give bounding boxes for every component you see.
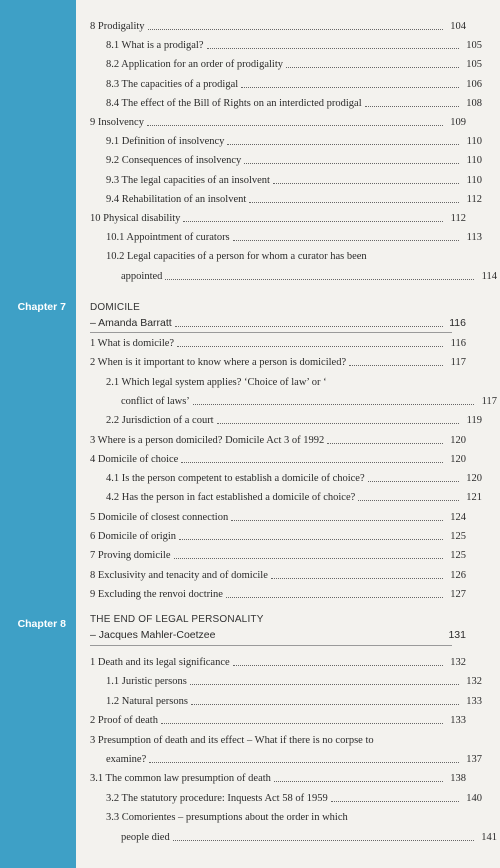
toc-entry [76,708,466,727]
toc-entry-page: 105 [466,59,482,71]
toc-entry-title: 9.3 The legal capacities of an insolvent [106,174,270,186]
toc-entry-page: 140 [466,792,482,804]
toc-entry-title: 10 Physical disability [90,213,181,224]
toc-entry [76,206,466,225]
toc-entry [76,766,466,785]
dot-leader [161,723,443,724]
toc-entry-page: 110 [466,155,482,167]
dot-leader [148,29,443,30]
toc-entry [76,505,466,524]
toc-entry-title: 9.4 Rehabilitation of an insolvent [106,193,247,205]
toc-entry-page: 120 [450,434,466,446]
toc-entry-title: 8.2 Application for an order of prodigality [106,59,283,71]
toc-entry [76,524,466,543]
dot-leader [241,87,459,88]
toc-entry-title: 3 Where is a person domiciled? Domicile Act 3 of 1992 [90,434,325,446]
toc-entry [76,244,482,263]
toc-entry-title: 8 Exclusivity and tenacity and of domicile [90,569,268,581]
toc-entry-page: 138 [450,773,466,785]
toc-entry [76,14,466,33]
toc-entry [76,747,482,766]
toc-entry [76,225,482,244]
chapter-sidebar [0,0,76,868]
dot-leader [286,67,459,68]
dot-leader [183,221,443,222]
toc-entry-title: 9 Excluding the renvoi doctrine [90,588,223,600]
dot-leader [173,840,474,841]
toc-entry [76,447,466,466]
toc-entry [76,129,482,148]
toc-entry-title: 3.3 Comorientes – presumptions about the order in which [106,812,348,824]
chapter-8-title: THE END OF LEGAL PERSONALITY [90,614,264,625]
dot-leader [233,240,459,241]
toc-entry [76,264,497,283]
dot-leader [273,183,459,184]
toc-entry-title: people died [121,831,170,843]
toc-entry [76,187,482,206]
toc-entry [76,33,482,52]
toc-entry-title: 3.1 The common law presumption of death [90,773,271,785]
toc-entry-page: 125 [450,531,466,542]
toc-entry-page: 116 [450,338,466,349]
dot-leader [233,665,443,666]
toc-entry-page: 113 [466,232,482,244]
toc-entry [76,91,482,110]
toc-entry-page: 108 [466,97,482,109]
toc-entry-page: 127 [450,588,466,600]
toc-entry [76,370,482,389]
toc-entry-title: 3.2 The statutory procedure: Inquests Act 58 of 1959 [106,792,328,804]
toc-entry-page: 117 [481,395,497,407]
dot-leader [165,279,474,280]
toc-entry [76,563,466,582]
toc-entry-page: 106 [466,78,482,90]
dot-leader [193,404,474,405]
dot-leader [226,597,443,598]
toc-entry [76,466,482,485]
toc-entry [76,689,482,708]
chapter-8-divider [90,645,452,646]
toc-entry-page: 141 [481,831,497,843]
dot-leader [147,125,443,126]
toc-entry-page: 120 [450,453,466,465]
toc-entry-page: 112 [450,213,466,224]
toc-entry-page: 104 [450,21,466,32]
toc-entry [76,148,482,167]
dot-leader [181,462,443,463]
toc-entry-page: 132 [450,657,466,668]
dot-leader [271,578,443,579]
toc-entry-title: 10.2 Legal capacities of a person for whom a curator has been [106,251,367,263]
toc-entry [76,786,482,805]
dot-leader [207,48,460,49]
toc-entry [76,825,497,844]
chapter-7-author: – Amanda Barratt 116 [90,317,466,329]
toc-entry-title: 1.1 Juristic persons [106,676,187,688]
dot-leader [249,202,459,203]
toc-entry [76,350,466,369]
toc-entry-page: 120 [466,473,482,485]
dot-leader [349,365,443,366]
toc-entry-title: 7 Proving domicile [90,550,171,562]
toc-entry-title: 2 When is it important to know where a person is domiciled? [90,357,347,369]
toc-entry-title: 8 Prodigality [90,21,145,32]
toc-entry-title: conflict of laws’ [121,395,190,407]
toc-page [76,0,500,868]
toc-entry-page: 132 [466,676,482,688]
dot-leader [217,423,459,424]
toc-entry-title: 8.1 What is a prodigal? [106,40,204,52]
toc-entry-title: 2 Proof of death [90,715,158,727]
toc-entry [76,52,482,71]
toc-entry [76,485,482,504]
dot-leader [368,481,459,482]
toc-entry-page: 133 [450,715,466,727]
toc-entry-title: 2.2 Jurisdiction of a court [106,415,214,427]
toc-entry-title: 4 Domicile of choice [90,453,179,465]
toc-entry [76,728,466,747]
dot-leader [358,500,459,501]
toc-entry [76,582,466,601]
toc-entry-title: 5 Domicile of closest connection [90,511,229,523]
toc-entry [76,72,482,91]
toc-entry [76,389,497,408]
dot-leader [365,106,459,107]
toc-entry-title: 8.3 The capacities of a prodigal [106,78,239,90]
toc-entry [76,805,482,824]
toc-entry-page: 110 [466,136,482,148]
toc-entry-page: 109 [450,117,466,128]
toc-entry-page: 110 [466,174,482,186]
toc-entry-page: 124 [450,511,466,523]
toc-entry [76,543,466,562]
toc-entry [76,408,482,427]
toc-entry-title: 9 Insolvency [90,117,144,128]
dot-leader [331,801,459,802]
toc-entry-page: 121 [466,492,482,504]
toc-entry [76,669,482,688]
toc-entry-title: appointed [121,270,163,282]
toc-entry-title: 4.2 Has the person in fact established a domicile of choice? [106,492,356,504]
dot-leader [179,539,443,540]
toc-entry [76,428,466,447]
toc-entry-page: 125 [450,550,466,562]
toc-entry [76,331,466,350]
toc-entry-page: 126 [450,569,466,581]
chapter-7-title: DOMICILE [90,302,140,313]
toc-entry-page: 105 [466,40,482,52]
toc-entry-title: 4.1 Is the person competent to establish a domicile of choice? [106,473,365,485]
toc-entry-page: 133 [466,695,482,707]
chapter-8-label: Chapter 8 [17,618,66,630]
toc-entry-title: 1.2 Natural persons [106,695,188,707]
dot-leader [191,704,459,705]
toc-entry-title: 9.2 Consequences of insolvency [106,155,242,167]
toc-entry-title: 10.1 Appointment of curators [106,232,230,244]
toc-entry-title: 1 What is domicile? [90,338,175,349]
dot-leader [274,781,443,782]
toc-entry [76,650,466,669]
toc-entry-title: examine? [106,754,147,765]
chapter-7-label: Chapter 7 [17,301,66,313]
toc-entry-title: 1 Death and its legal significance [90,657,230,668]
dot-leader [149,762,459,763]
dot-leader [177,346,443,347]
toc-entry-title: 9.1 Definition of insolvency [106,136,225,148]
dot-leader [244,163,459,164]
dot-leader [190,684,459,685]
dot-leader [174,558,444,559]
toc-entry-title: 8.4 The effect of the Bill of Rights on an interdicted prodigal [106,97,362,109]
toc-entry-page: 114 [481,270,497,282]
toc-entry-title: 2.1 Which legal system applies? ‘Choice of law’ or ‘ [106,376,327,388]
toc-entry-page: 137 [466,754,482,765]
dot-leader [231,520,443,521]
toc-entry [76,110,466,129]
toc-entry-page: 112 [466,193,482,205]
toc-entry-title: 6 Domicile of origin [90,531,177,542]
toc-entry-title: 3 Presumption of death and its effect – What if there is no corpse to [90,734,374,746]
toc-entry-page: 117 [450,357,466,369]
chapter-8-author: – Jacques Mahler-Coetzee 131 [90,629,466,641]
toc-entry [76,168,482,187]
dot-leader [227,144,459,145]
toc-entry-page: 119 [466,415,482,427]
dot-leader [327,443,443,444]
